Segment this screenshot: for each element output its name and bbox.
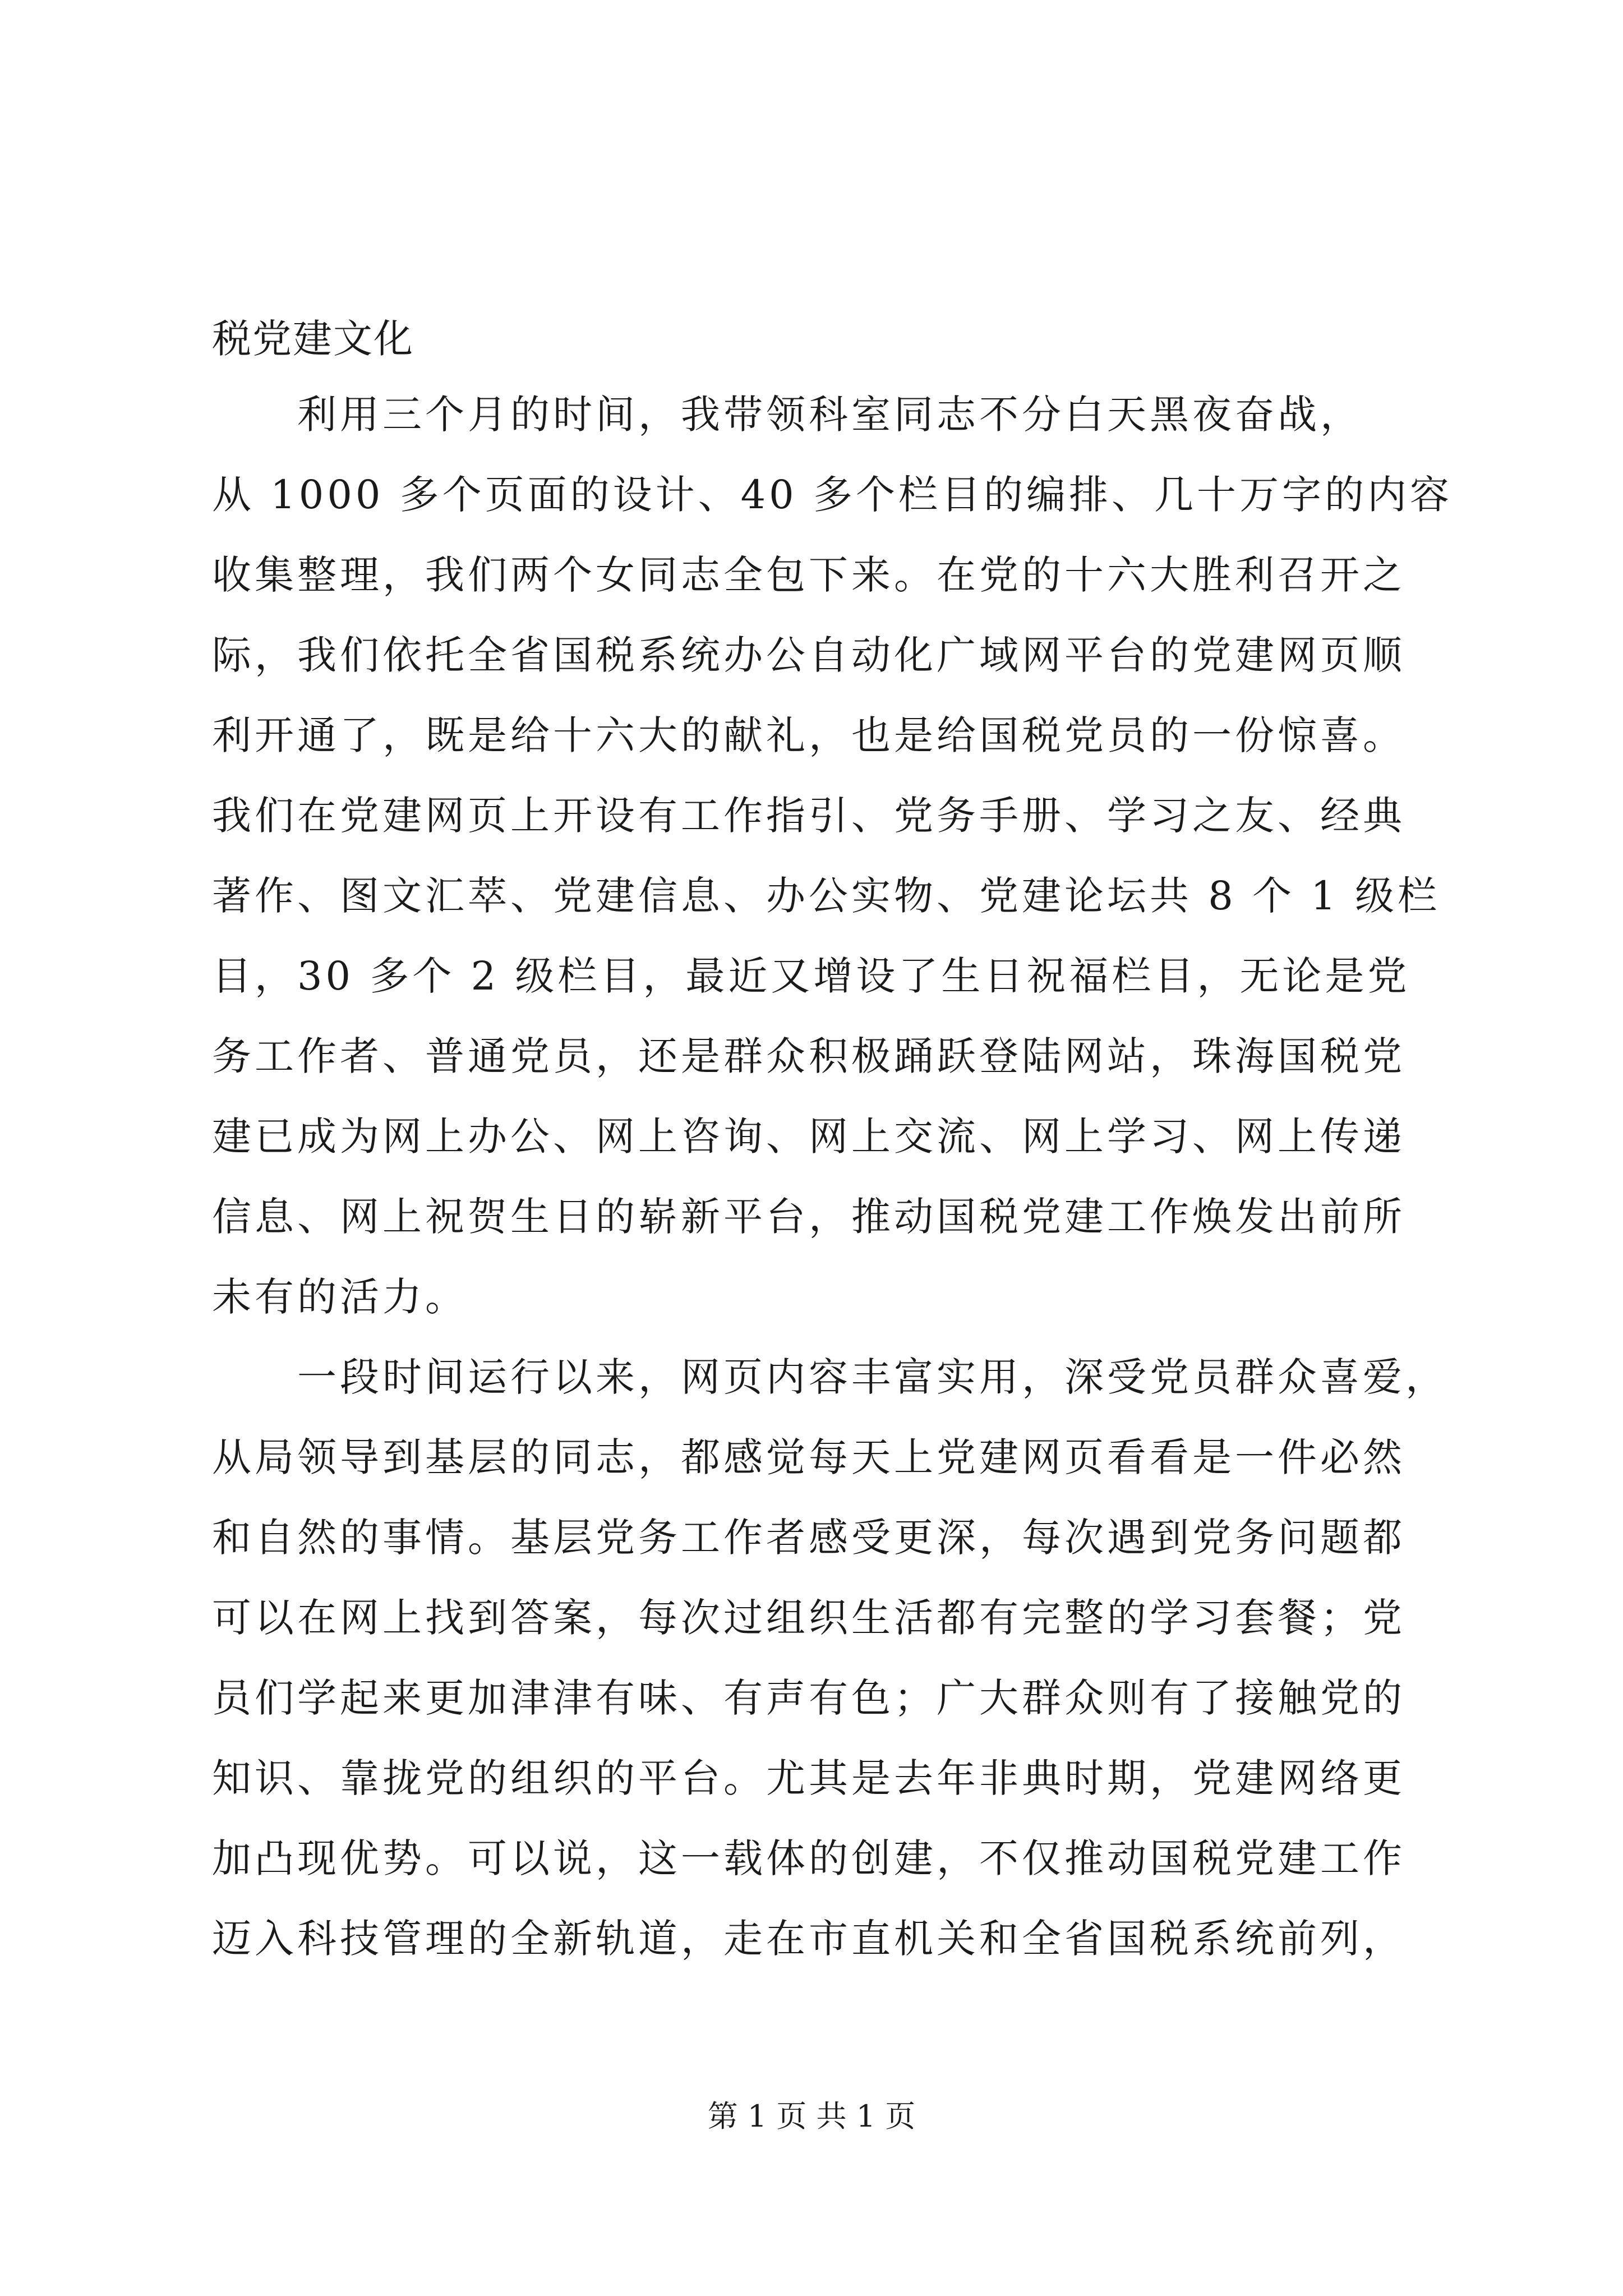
- text-line: 我们在党建网页上开设有工作指引、党务手册、学习之友、经典: [212, 793, 1405, 839]
- text-line: 和自然的事情。基层党务工作者感受更深，每次遇到党务问题都: [212, 1515, 1405, 1561]
- text-line: 迈入科技管理的全新轨道，走在市直机关和全省国税系统前列，: [212, 1916, 1405, 1962]
- text-line: 信息、网上祝贺生日的崭新平台，推动国税党建工作焕发出前所: [212, 1194, 1405, 1240]
- text-line: 知识、靠拢党的组织的平台。尤其是去年非典时期，党建网络更: [212, 1755, 1405, 1801]
- text-line: 利用三个月的时间，我带领科室同志不分白天黑夜奋战，: [212, 392, 1363, 438]
- document-title: 税党建文化: [212, 316, 414, 362]
- text-line: 收集整理，我们两个女同志全包下来。在党的十六大胜利召开之: [212, 552, 1405, 598]
- text-line: 员们学起来更加津津有味、有声有色；广大群众则有了接触党的: [212, 1675, 1405, 1721]
- text-line: 著作、图文汇萃、党建信息、办公实物、党建论坛共 8 个 1 级栏: [212, 873, 1441, 919]
- text-line: 际，我们依托全省国税系统办公自动化广域网平台的党建网页顺: [212, 632, 1405, 678]
- text-line: 从 1000 多个页面的设计、40 多个栏目的编排、几十万字的内容: [212, 472, 1453, 518]
- text-line: 从局领导到基层的同志，都感觉每天上党建网页看看是一件必然: [212, 1434, 1405, 1480]
- text-line: 建已成为网上办公、网上咨询、网上交流、网上学习、网上传递: [212, 1114, 1405, 1159]
- text-line: 利开通了，既是给十六大的献礼，也是给国税党员的一份惊喜。: [212, 712, 1405, 758]
- page-number-footer: 第 1 页 共 1 页: [707, 2099, 916, 2134]
- text-line: 可以在网上找到答案，每次过组织生活都有完整的学习套餐；党: [212, 1595, 1405, 1641]
- text-line: 一段时间运行以来，网页内容丰富实用，深受党员群众喜爱，: [212, 1354, 1448, 1400]
- text-line: 未有的活力。: [212, 1274, 468, 1320]
- text-line: 务工作者、普通党员，还是群众积极踊跃登陆网站，珠海国税党: [212, 1033, 1405, 1079]
- text-line: 加凸现优势。可以说，这一载体的创建，不仅推动国税党建工作: [212, 1835, 1405, 1881]
- document-body: [212, 303, 1453, 1979]
- text-line: 目，30 多个 2 级栏目，最近又增设了生日祝福栏目，无论是党: [212, 953, 1410, 999]
- paragraph-2: [212, 1337, 1448, 1979]
- paragraph-1: [212, 375, 1453, 1337]
